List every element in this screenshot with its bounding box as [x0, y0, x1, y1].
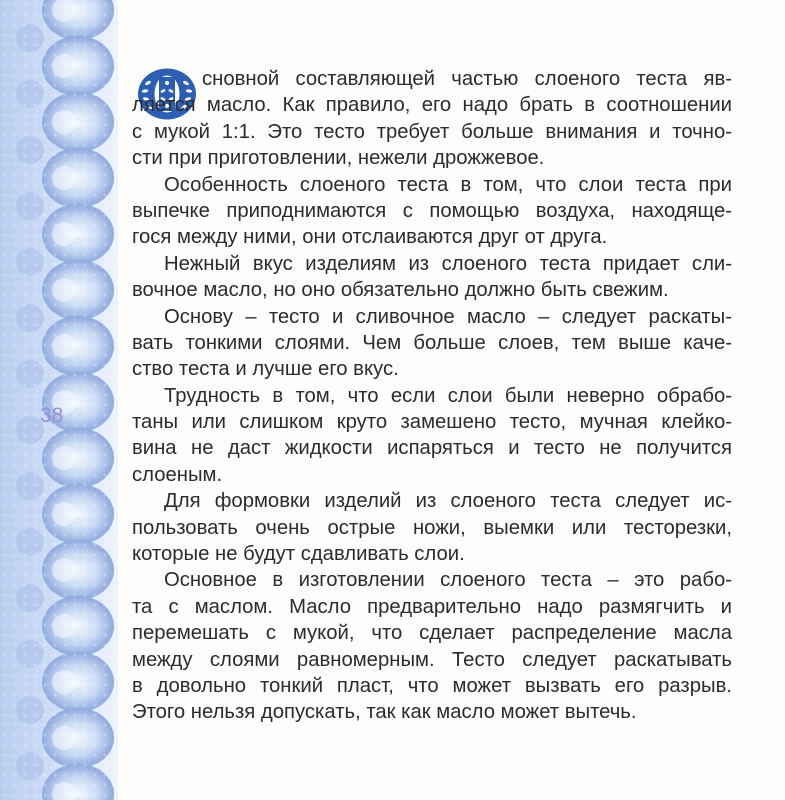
text-line: сновной составляющей частью слоеного теста яв- [202, 68, 732, 90]
text-line: ляется масло. Как правило, его надо брать в соотношении [132, 94, 732, 117]
text-line: Основу – тесто и сливочное масло – следует раскаты- [164, 305, 732, 328]
text-line: гося между ними, они отслаиваются друг от друга. [132, 226, 608, 249]
text-line: Основное в изготовлении слоеного теста – это рабо- [164, 569, 732, 592]
text-line: которые не будут сдавливать слои. [132, 543, 465, 566]
text-line: Особенность слоеного теста в том, что слои теста при [164, 173, 732, 196]
text-line: слоеным. [132, 463, 223, 486]
text-line: Этого нельзя допускать, так как масло может вытечь. [132, 701, 637, 724]
text-line: между слоями равномерным. Тесто следует раскатывать [132, 648, 732, 671]
text-line: Трудность в том, что если слои были неверно обрабо- [164, 384, 732, 407]
text-line: вать тонкими слоями. Чем больше слоев, тем выше каче- [132, 331, 732, 354]
text-line: вина не даст жидкости испаряться и тесто не получится [132, 437, 732, 460]
text-line: пользовать очень острые ножи, выемки или тесторезки, [132, 516, 732, 539]
text-line: вочное масло, но оно обязательно должно быть свежим. [132, 279, 669, 302]
lace-border-decoration [0, 0, 118, 800]
text-line: сти при приготовлении, нежели дрожжевое. [132, 147, 545, 170]
page-number: 38 [40, 404, 64, 427]
text-line: таны или слишком круто замешено тесто, мучная клейко- [132, 411, 732, 434]
text-line: Нежный вкус изделиям из слоеного теста придает сли- [164, 252, 732, 275]
article-body [132, 66, 732, 726]
text-line: выпечке приподнимаются с помощью воздуха, находяще- [132, 199, 732, 222]
text-line: перемешать с мукой, что сделает распределение масла [132, 622, 732, 645]
text-line: ство теста и лучше его вкус. [132, 358, 399, 381]
text-line: Для формовки изделий из слоеного теста следует ис- [164, 490, 732, 513]
text-line: та с маслом. Масло предварительно надо размягчить и [132, 595, 732, 618]
text-line: с мукой 1:1. Это тесто требует больше внимания и точно- [132, 120, 732, 143]
text-line: в довольно тонкий пласт, что может вызвать его разрыв. [132, 674, 732, 697]
